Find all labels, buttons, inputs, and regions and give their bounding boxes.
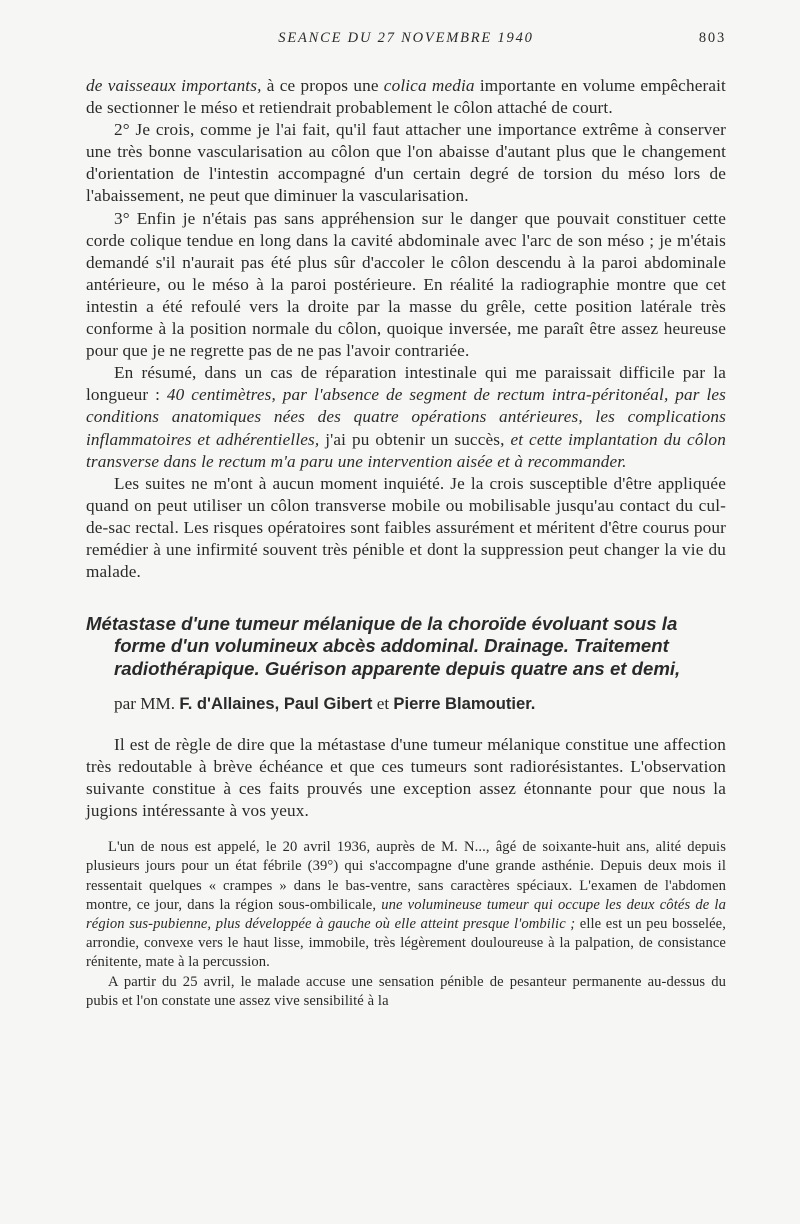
observation-italic-b: une volumineuse tumeur qui occupe les deux côtés de la région sus-pubienne, plus développée à gauche où elle atteint presque l'ombilic ; bbox=[86, 896, 726, 932]
page bbox=[86, 30, 726, 1011]
observation-paragraph-1 bbox=[86, 838, 726, 972]
section-intro bbox=[86, 734, 726, 822]
paragraph-3: 3° Enfin je n'étais pas sans appréhension sur le danger que pouvait constituer cette corde colique tendue en long dans la cavité abdominale avec l'arc de son méso ; je m'étais demandé s'il n'aurait pas été plus sûr d'accoler le côlon descendu à la paroi abdominale antérieure, ou le méso à la paroi postérieure. En réalité la radiographie montre que cet intestin a été refoulé vers la droite par la masse du grêle, cette position latérale très conforme à la position normale du côlon, quoique inversée, me paraît être assez heureuse pour que je ne regrette pas de ne pas l'avoir contrariée. bbox=[86, 208, 726, 361]
observation bbox=[86, 838, 726, 1011]
paragraph-2: 2° Je crois, comme je l'ai fait, qu'il faut attacher une importance extrême à conserver une très bonne vascularisation au côlon que l'on abaisse d'autant plus que le changement d'orientation de l'intestin accompagné d'un certain degré de torsion du méso lors de l'abaissement, ne peut que diminuer la vascularisation. bbox=[86, 120, 726, 206]
byline bbox=[86, 694, 726, 714]
paragraph-4-italic-b: 40 centimètres, par l'absence de segment de rectum intra-péritonéal, par les conditions anatomiques nées des quatre opérations antérieures, les complications inflammatoires et adhérentielles, bbox=[86, 385, 726, 449]
intro-paragraph: Il est de règle de dire que la métastase d'une tumeur mélanique constitue une affection très redoutable à brève échéance et que ces tumeurs sont radiorésistantes. L'observation suivante constitue à ces faits prouvés une exception assez étonnante pour que nous la jugions intéressante à vos yeux. bbox=[86, 734, 726, 821]
byline-and: et bbox=[372, 693, 394, 713]
byline-authors-1: F. d'Allaines, Paul Gibert bbox=[179, 693, 373, 713]
section-title: Métastase d'une tumeur mélanique de la choroïde évoluant sous la forme d'un volumineux abcès addominal. Drainage. Traitement radiothérapique. Guérison apparente depuis quatre ans et demi, bbox=[86, 613, 681, 679]
observation-paragraph-2: A partir du 25 avril, le malade accuse une sensation pénible de pesanteur permanente au-dessus du pubis et l'on constate une assez vive sensibilité à la bbox=[86, 973, 726, 1009]
paragraph-5: Les suites ne m'ont à aucun moment inquiété. Je la crois susceptible d'être appliquée quand on peut utiliser un côlon transverse mobile ou mobilisable jusqu'au contact du cul-de-sac rectal. Les risques opératoires sont faibles assurément et méritent d'être courus pour remédier à une infirmité souvent très pénible et dont la suppression peut changer la vie du malade. bbox=[86, 473, 726, 582]
paragraph-1-text-d: importante en volume empêcherait de sectionner le méso et retiendrait probablement le côlon attaché de court. bbox=[86, 76, 726, 118]
paragraph-1-italic-a: de vaisseaux importants, bbox=[86, 76, 262, 95]
paragraph-4-text-c: j'ai pu obtenir un succès, bbox=[319, 429, 511, 449]
page-number: 803 bbox=[698, 30, 726, 46]
observation-text-c: elle est un peu bosselée, arrondie, convexe vers le haut lisse, immobile, très légèrement douloureuse à la palpation, de consistance rénitente, mate à la percussion. bbox=[86, 915, 726, 971]
main-body bbox=[86, 75, 726, 583]
observation-text-a: L'un de nous est appelé, le 20 avril 1936, auprès de M. N..., âgé de soixante-huit ans, alité depuis plusieurs jours pour un état fébrile (39°) qui s'accompagne d'une grande asthénie. Depuis deux mois il ressentait quelques « crampes » dans le bas-ventre, sans caractères spéciaux. L'examen de l'abdomen montre, ce jour, dans la région sous-ombilicale, bbox=[86, 839, 726, 913]
paragraph-1-italic-c: colica media bbox=[383, 76, 475, 95]
running-head-title: SEANCE DU 27 NOVEMBRE 1940 bbox=[278, 30, 534, 46]
paragraph-1 bbox=[86, 75, 726, 119]
byline-authors-2: Pierre Blamoutier. bbox=[393, 693, 536, 713]
paragraph-1-text-b: à ce propos une bbox=[261, 76, 384, 95]
byline-prefix: par MM. bbox=[114, 693, 180, 713]
paragraph-4-italic-d: et cette implantation du côlon transverse dans le rectum m'a paru une intervention aisée et à recommander. bbox=[86, 429, 726, 471]
paragraph-4 bbox=[86, 362, 726, 472]
paragraph-4-text-a: En résumé, dans un cas de réparation intestinale qui me paraissait difficile par la longueur : bbox=[86, 363, 726, 405]
running-head bbox=[86, 30, 726, 54]
